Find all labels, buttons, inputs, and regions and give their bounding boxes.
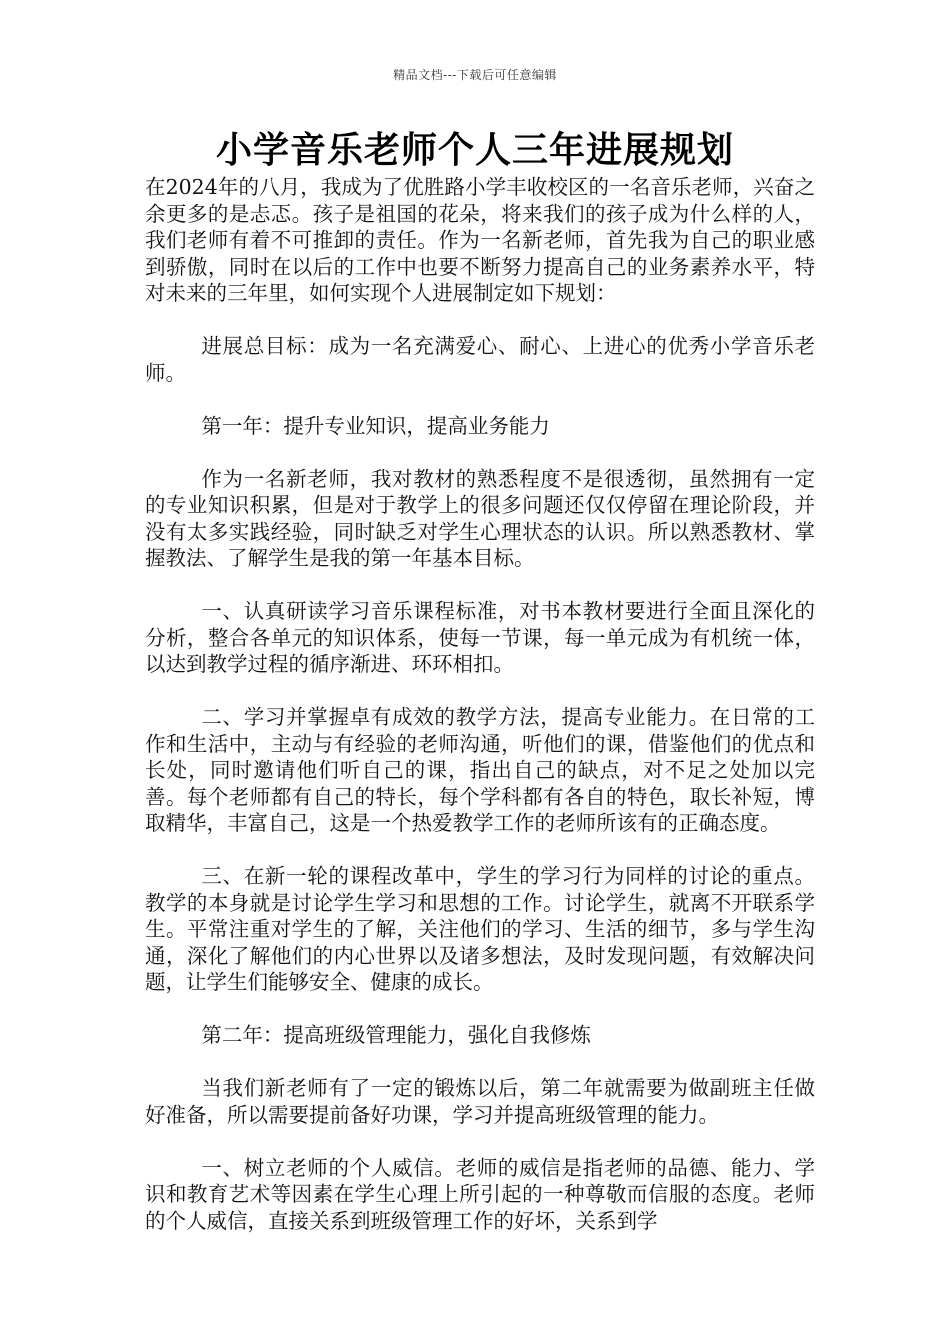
heading-year-two: 第二年：提高班级管理能力，强化自我修炼 [201,1023,591,1047]
paragraph-overall-goal: 进展总目标：成为一名充满爱心、耐心、上进心的优秀小学音乐老师。 [145,334,815,385]
page-header-note: 精品文档---下载后可任意编辑 [393,68,557,82]
document-title: 小学音乐老师个人三年进展规划 [215,129,734,171]
heading-year-one: 第一年：提升专业知识，提高业务能力 [201,413,550,438]
paragraph-year-one-intro: 作为一名新老师，我对教材的熟悉程度不是很透彻，虽然拥有一定的专业知识积累，但是对于教学上的很多问题还仅仅停留在理论阶段，并没有太多实践经验，同时缺乏对学生心理状态的认识。所以熟悉教材、掌握教法、了解学生是我的第一年基本目标。 [145,466,815,570]
paragraph-year-two-intro: 当我们新老师有了一定的锻炼以后，第二年就需要为做副班主任做好准备，所以需要提前备好功课，学习并提高班级管理的能力。 [145,1076,815,1127]
paragraph-year-one-item-1: 一、认真研读学习音乐课程标准，对书本教材要进行全面且深化的分析，整合各单元的知识体系，使每一节课，每一单元成为有机统一体，以达到教学过程的循序渐进、环环相扣。 [145,599,815,676]
paragraph-year-one-item-2: 二、学习并掌握卓有成效的教学方法，提高专业能力。在日常的工作和生活中，主动与有经验的老师沟通，听他们的课，借鉴他们的优点和长处，同时邀请他们听自己的课，指出自己的缺点，对不足之处加以完善。每个老师都有自己的特长，每个学科都有各自的特色，取长补短，博取精华，丰富自己，这是一个热爱教学工作的老师所该有的正确态度。 [145,705,815,835]
paragraph-year-one-item-3: 三、在新一轮的课程改革中，学生的学习行为同样的讨论的重点。教学的本身就是讨论学生学习和思想的工作。讨论学生，就离不开联系学生。平常注重对学生的了解，关注他们的学习、生活的细节，多与学生沟通，深化了解他们的内心世界以及诸多想法，及时发现问题，有效解决问题，让学生们能够安全、健康的成长。 [145,864,815,994]
document-body [145,174,815,1261]
paragraph-intro: 在2024年的八月，我成为了优胜路小学丰收校区的一名音乐老师，兴奋之余更多的是忐忑。孩子是祖国的花朵，将来我们的孩子成为什么样的人，我们老师有着不可推卸的责任。作为一名新老师，首先我为自己的职业感到骄傲，同时在以后的工作中也要不断努力提高自己的业务素养水平，特对未来的三年里，如何实现个人进展制定如下规划： [145,175,815,305]
paragraph-year-two-item-1: 一、树立老师的个人威信。老师的威信是指老师的品德、能力、学识和教育艺术等因素在学生心理上所引起的一种尊敬而信服的态度。老师的个人威信，直接关系到班级管理工作的好坏，关系到学 [145,1155,815,1233]
